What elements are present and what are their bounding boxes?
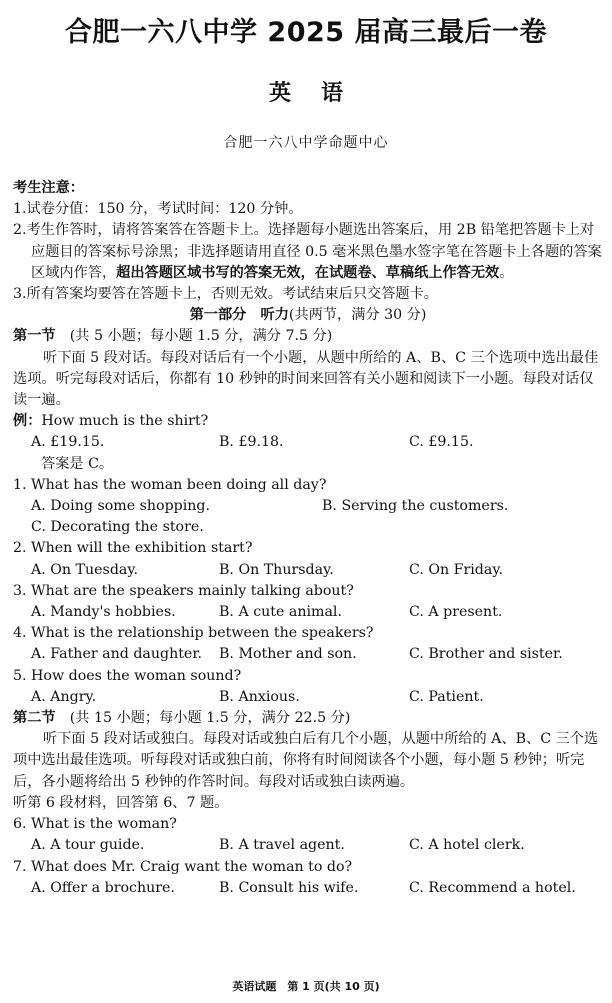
- section-1-header: [13, 326, 603, 347]
- notice-heading: 考生注意：: [13, 180, 84, 196]
- notice-item-2-bold: 超出答题区域书写的答案无效，在试题卷、草稿纸上作答无效: [116, 264, 500, 281]
- question-3-options: [13, 602, 603, 623]
- q5-option-a: A. Angry.: [31, 688, 97, 705]
- q6-option-a: A. A tour guide.: [31, 837, 145, 854]
- question-5: 5. How does the woman sound?: [13, 667, 242, 684]
- example-option-a: A. £19.15.: [31, 434, 105, 451]
- section-2-label: 第二节: [13, 710, 56, 727]
- notice-item-2: [13, 220, 603, 284]
- q5-option-b: B. Anxious.: [219, 688, 300, 705]
- section-1-info: (共 5 小题；每小题 1.5 分，满分 7.5 分): [55, 328, 333, 345]
- example-question: [13, 411, 603, 432]
- q6-option-b: B. A travel agent.: [219, 837, 345, 854]
- section-2-instructions: 听下面 5 段对话或独白。每段对话或独白后有几个小题，从题中所给的 A、B、C 三个选项中选出最佳选项。听每段对话或独白前，你将有时间阅读各个小题，每小题 5 秒钟；听完后，各小题将给出 5 秒钟的作答时间。每段对话或独白读两遍。: [13, 731, 599, 790]
- question-4-options: [13, 644, 603, 665]
- q7-option-c: C. Recommend a hotel.: [409, 879, 576, 896]
- q2-option-b: B. On Thursday.: [219, 561, 334, 578]
- q2-option-c: C. On Friday.: [409, 561, 503, 578]
- exam-title: 合肥一六八中学 2025 届高三最后一卷: [65, 17, 547, 48]
- q7-option-b: B. Consult his wife.: [219, 879, 359, 896]
- notice-item-1: 1.试卷分值：150 分，考试时间：120 分钟。: [13, 201, 303, 218]
- setter-center: 合肥一六八中学命题中心: [223, 135, 389, 151]
- part-1-title: [13, 305, 603, 326]
- question-6: 6. What is the woman?: [13, 816, 177, 833]
- q4-option-c: C. Brother and sister.: [409, 646, 563, 663]
- question-2: 2. When will the exhibition start?: [13, 540, 253, 557]
- part-1-title-rest: (共两节，满分 30 分): [288, 307, 427, 324]
- q1-option-a: A. Doing some shopping.: [31, 498, 211, 515]
- example-option-b: B. £9.18.: [219, 434, 284, 451]
- example-label: 例：: [13, 413, 42, 430]
- example-text: How much is the shirt?: [41, 413, 209, 430]
- example-option-c: C. £9.15.: [409, 434, 474, 451]
- example-answer: 答案是 C。: [41, 455, 114, 472]
- section-1-label: 第一节: [13, 328, 56, 345]
- q1-option-b: B. Serving the customers.: [322, 498, 509, 515]
- material-6-note: 听第 6 段材料，回答第 6、7 题。: [13, 794, 229, 811]
- q4-option-b: B. Mother and son.: [219, 646, 357, 663]
- q5-option-c: C. Patient.: [409, 688, 484, 705]
- q4-option-a: A. Father and daughter.: [31, 646, 203, 663]
- question-3: 3. What are the speakers mainly talking about?: [13, 582, 354, 599]
- q1-option-c: C. Decorating the store.: [31, 519, 204, 536]
- section-2-info: (共 15 小题；每小题 1.5 分，满分 22.5 分): [55, 710, 351, 727]
- example-options: [13, 432, 603, 453]
- question-2-options: [13, 560, 603, 581]
- notice-item-2-text: 2.考生作答时，请将答案答在答题卡上。选择题每小题选出答案后，用 2B 铅笔把答题卡上对应题目的答案标号涂黑；非选择题请用直径 0.5 毫米黑色墨水签字笔在答题卡上各题的答案区域内作答，: [13, 222, 602, 281]
- question-7: 7. What does Mr. Craig want the woman to do?: [13, 858, 353, 875]
- page-footer: 英语试题 第 1 页(共 10 页): [232, 980, 380, 993]
- question-1-options: [13, 496, 603, 517]
- exam-body: [13, 178, 603, 899]
- q6-option-c: C. A hotel clerk.: [409, 837, 525, 854]
- notice-item-3: 3.所有答案均要答在答题卡上，否则无效。考试结束后只交答题卡。: [13, 286, 438, 303]
- question-4: 4. What is the relationship between the speakers?: [13, 625, 374, 642]
- q7-option-a: A. Offer a brochure.: [31, 879, 175, 896]
- q3-option-a: A. Mandy's hobbies.: [31, 604, 176, 621]
- question-1: 1. What has the woman been doing all day?: [13, 476, 327, 493]
- notice-item-2-end: 。: [499, 264, 514, 281]
- q2-option-a: A. On Tuesday.: [31, 561, 139, 578]
- q3-option-c: C. A present.: [409, 604, 503, 621]
- q3-option-b: B. A cute animal.: [219, 604, 342, 621]
- question-7-options: [13, 878, 603, 899]
- question-1-options-row2: [13, 517, 603, 538]
- question-6-options: [13, 835, 603, 856]
- section-2-header: [13, 708, 603, 729]
- question-5-options: [13, 687, 603, 708]
- section-1-instructions: 听下面 5 段对话。每段对话后有一个小题，从题中所给的 A、B、C 三个选项中选出最佳选项。听完每段对话后，你都有 10 秒钟的时间来回答有关小题和阅读下一小题。每段对话仅读一遍。: [13, 349, 599, 409]
- part-1-title-bold: 第一部分 听力: [189, 307, 289, 324]
- subject-title: 英语: [268, 81, 373, 106]
